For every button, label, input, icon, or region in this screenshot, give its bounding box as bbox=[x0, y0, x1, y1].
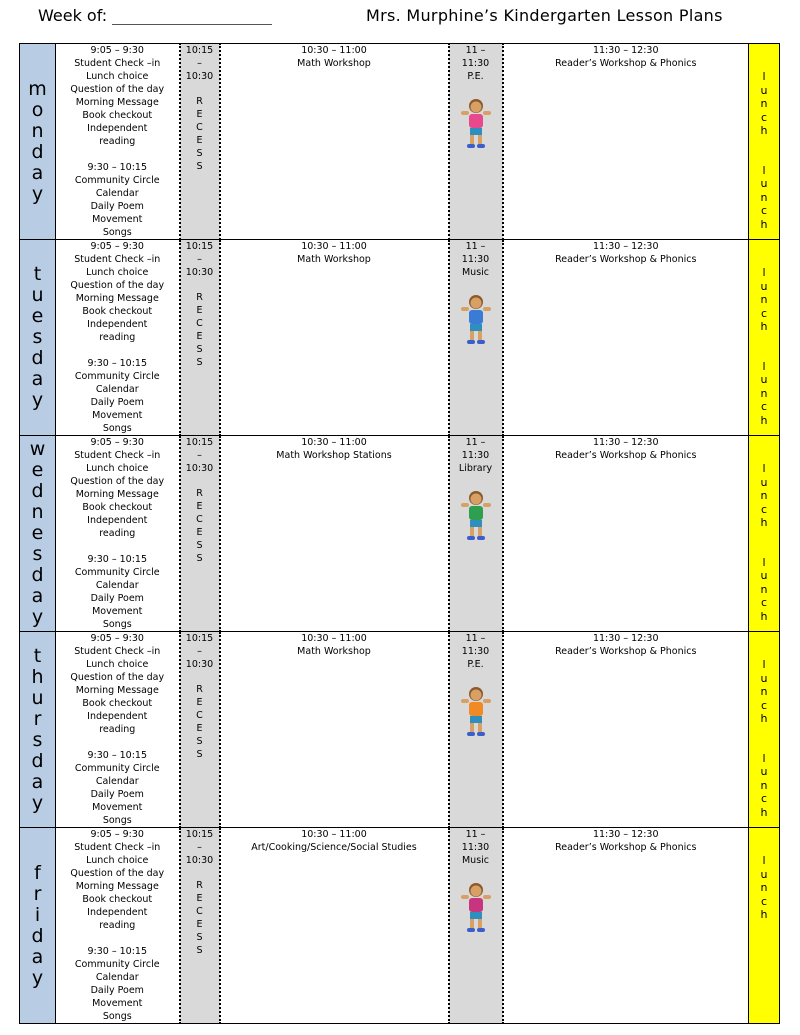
day-letter: d bbox=[31, 924, 44, 947]
recess-time: 10:30 bbox=[185, 267, 214, 278]
lunch-letter: n bbox=[760, 489, 768, 502]
lunch-cell bbox=[749, 632, 780, 828]
lunch-letter: u bbox=[760, 279, 768, 293]
day-letter: d bbox=[31, 140, 44, 163]
day-letter: u bbox=[31, 284, 44, 306]
reader-title: Reader’s Workshop & Phonics bbox=[555, 58, 697, 69]
math-time: 10:30 – 11:00 bbox=[301, 45, 367, 56]
day-letter: a bbox=[31, 770, 44, 793]
recess-letter: E bbox=[196, 919, 203, 930]
recess-letter: S bbox=[196, 945, 203, 956]
morning-activity: Independent bbox=[87, 711, 148, 722]
recess-cell bbox=[180, 240, 220, 436]
recess-letter: R bbox=[196, 488, 203, 499]
special-time: 11:30 bbox=[461, 646, 490, 657]
recess-letter: S bbox=[196, 161, 203, 172]
circle-activity: Songs bbox=[102, 815, 132, 826]
special-cell bbox=[449, 240, 503, 436]
morning-activity: Lunch choice bbox=[86, 855, 149, 866]
day-letter: h bbox=[31, 665, 44, 688]
lunch-letter: c bbox=[760, 204, 768, 217]
reader-cell bbox=[503, 44, 749, 240]
morning-time: 9:05 – 9:30 bbox=[90, 829, 144, 840]
recess-cell bbox=[180, 436, 220, 632]
recess-time: 10:30 bbox=[185, 463, 214, 474]
recess-letter: S bbox=[196, 357, 203, 368]
circle-activity: Community Circle bbox=[74, 371, 160, 382]
day-row-thursday bbox=[20, 632, 780, 828]
lunch-word bbox=[761, 752, 768, 820]
circle-activity: Calendar bbox=[95, 776, 139, 787]
circle-activity: Movement bbox=[92, 214, 143, 225]
lunch-letter: l bbox=[762, 751, 766, 765]
day-row-friday bbox=[20, 828, 780, 1024]
recess-time: 10:30 bbox=[185, 659, 214, 670]
morning-activity: Book checkout bbox=[82, 110, 153, 121]
lunch-letter: n bbox=[760, 386, 768, 400]
morning-cell bbox=[56, 828, 180, 1024]
math-time: 10:30 – 11:00 bbox=[301, 829, 367, 840]
morning-activity: Question of the day bbox=[70, 672, 165, 683]
math-title: Math Workshop bbox=[297, 646, 371, 657]
morning-activity: Question of the day bbox=[70, 476, 165, 487]
lunch-letter: l bbox=[762, 359, 766, 373]
lunch-letter: l bbox=[762, 462, 766, 475]
day-letter: m bbox=[28, 77, 47, 100]
morning-activity: reading bbox=[99, 528, 136, 539]
morning-activity: Question of the day bbox=[70, 280, 165, 291]
lunch-word bbox=[761, 360, 768, 428]
day-letter: a bbox=[31, 945, 44, 968]
morning-activity: Independent bbox=[87, 515, 148, 526]
morning-activity: Lunch choice bbox=[86, 463, 149, 474]
day-letter: s bbox=[32, 326, 43, 348]
math-cell bbox=[220, 436, 449, 632]
circle-activity: Songs bbox=[102, 1011, 132, 1022]
day-cell bbox=[20, 632, 56, 828]
recess-time: – bbox=[197, 58, 202, 69]
lunch-letter: l bbox=[762, 854, 766, 867]
special-time: 11:30 bbox=[461, 842, 490, 853]
circle-time: 9:30 – 10:15 bbox=[87, 162, 147, 173]
recess-time: – bbox=[197, 254, 202, 265]
morning-activity: Book checkout bbox=[82, 698, 153, 709]
lunch-word bbox=[761, 658, 768, 726]
page-header bbox=[0, 6, 800, 36]
recess-cell bbox=[180, 44, 220, 240]
day-letter: y bbox=[31, 966, 44, 989]
day-cell bbox=[20, 240, 56, 436]
special-time: 11 – bbox=[465, 829, 486, 840]
lunch-letter: l bbox=[762, 658, 766, 671]
day-letter: w bbox=[29, 438, 46, 460]
morning-activity: Independent bbox=[87, 123, 148, 134]
math-cell bbox=[220, 240, 449, 436]
lunch-letter: u bbox=[760, 83, 768, 97]
reader-time: 11:30 – 12:30 bbox=[592, 633, 659, 644]
recess-letter: R bbox=[196, 880, 203, 891]
morning-activity: Independent bbox=[87, 319, 148, 330]
day-letter: n bbox=[31, 119, 44, 142]
special-cell bbox=[449, 436, 503, 632]
recess-letter: S bbox=[196, 344, 203, 355]
recess-letter: E bbox=[196, 109, 203, 120]
special-time: 11 – bbox=[465, 437, 486, 448]
lunch-letter: l bbox=[762, 70, 766, 83]
morning-activity: Morning Message bbox=[75, 489, 159, 500]
reader-time: 11:30 – 12:30 bbox=[592, 437, 659, 448]
morning-activity: Question of the day bbox=[70, 84, 165, 95]
morning-cell bbox=[56, 240, 180, 436]
circle-activity: Calendar bbox=[95, 580, 139, 591]
reader-time: 11:30 – 12:30 bbox=[592, 45, 659, 56]
recess-letter: S bbox=[196, 540, 203, 551]
recess-letter: S bbox=[196, 932, 203, 943]
recess-letter: E bbox=[196, 723, 203, 734]
day-letter: a bbox=[31, 368, 44, 390]
math-title: Math Workshop bbox=[297, 254, 371, 265]
math-title: Math Workshop bbox=[297, 58, 371, 69]
morning-activity: reading bbox=[99, 920, 136, 931]
morning-activity: reading bbox=[99, 136, 136, 147]
morning-activity: Student Check –in bbox=[74, 450, 161, 461]
circle-activity: Daily Poem bbox=[90, 201, 144, 212]
circle-activity: Movement bbox=[92, 998, 143, 1009]
reader-title: Reader’s Workshop & Phonics bbox=[555, 646, 697, 657]
morning-time: 9:05 – 9:30 bbox=[90, 437, 144, 448]
morning-activity: Student Check –in bbox=[74, 254, 161, 265]
circle-activity: Community Circle bbox=[74, 567, 160, 578]
lunch-letter: u bbox=[760, 475, 768, 489]
flexing-kid-icon bbox=[456, 97, 496, 151]
recess-letter: C bbox=[196, 514, 203, 525]
day-letter: d bbox=[31, 347, 44, 369]
lunch-letter: n bbox=[760, 685, 768, 698]
morning-time: 9:05 – 9:30 bbox=[90, 633, 144, 644]
day-letter: e bbox=[31, 522, 44, 544]
lunch-letter: h bbox=[760, 805, 768, 819]
circle-activity: Daily Poem bbox=[90, 985, 144, 996]
recess-letter: E bbox=[196, 305, 203, 316]
lunch-letter: c bbox=[760, 400, 768, 413]
day-letter: y bbox=[31, 791, 44, 814]
morning-activity: Morning Message bbox=[75, 881, 159, 892]
morning-activity: Book checkout bbox=[82, 306, 153, 317]
dancing-kid-icon bbox=[456, 881, 496, 935]
tumbling-kid-icon bbox=[456, 685, 496, 739]
morning-activity: Morning Message bbox=[75, 97, 159, 108]
lunch-letter: c bbox=[760, 306, 768, 320]
recess-letter: E bbox=[196, 331, 203, 342]
morning-time: 9:05 – 9:30 bbox=[90, 241, 144, 252]
circle-time: 9:30 – 10:15 bbox=[87, 750, 147, 761]
recess-letter: E bbox=[196, 501, 203, 512]
day-letter: r bbox=[33, 707, 42, 730]
lunch-letter: l bbox=[762, 266, 766, 279]
special-time: 11 – bbox=[465, 633, 486, 644]
circle-activity: Daily Poem bbox=[90, 789, 144, 800]
morning-activity: Book checkout bbox=[82, 894, 153, 905]
day-letter: i bbox=[34, 903, 41, 926]
lunch-letter: c bbox=[760, 110, 768, 124]
reader-cell bbox=[503, 828, 749, 1024]
lunch-cell bbox=[749, 828, 780, 1024]
recess-time: 10:30 bbox=[185, 71, 214, 82]
morning-activity: Student Check –in bbox=[74, 842, 161, 853]
morning-activity: Lunch choice bbox=[86, 71, 149, 82]
recess-letter: S bbox=[196, 736, 203, 747]
lunch-cell bbox=[749, 240, 780, 436]
day-letter: y bbox=[31, 606, 44, 628]
lunch-word bbox=[761, 462, 768, 530]
reader-time: 11:30 – 12:30 bbox=[592, 829, 659, 840]
morning-activity: Book checkout bbox=[82, 502, 153, 513]
morning-activity: Student Check –in bbox=[74, 646, 161, 657]
lunch-letter: n bbox=[760, 190, 768, 204]
special-time: 11:30 bbox=[461, 450, 490, 461]
recess-time: 10:15 bbox=[185, 45, 214, 56]
special-time: 11:30 bbox=[461, 254, 490, 265]
day-letter: t bbox=[33, 263, 42, 285]
lunch-letter: h bbox=[760, 516, 768, 529]
week-of-blank[interactable] bbox=[112, 24, 272, 25]
day-letter: s bbox=[32, 543, 43, 565]
recess-time: 10:15 bbox=[185, 829, 214, 840]
circle-activity: Songs bbox=[102, 619, 132, 630]
math-cell bbox=[220, 632, 449, 828]
circle-time: 9:30 – 10:15 bbox=[87, 946, 147, 957]
lunch-letter: h bbox=[760, 320, 768, 333]
reader-cell bbox=[503, 240, 749, 436]
recess-letter: E bbox=[196, 893, 203, 904]
lunch-letter: n bbox=[760, 582, 768, 596]
lunch-letter: u bbox=[760, 569, 768, 582]
reader-title: Reader’s Workshop & Phonics bbox=[555, 842, 697, 853]
special-title: P.E. bbox=[467, 659, 484, 670]
morning-activity: Morning Message bbox=[75, 293, 159, 304]
morning-cell bbox=[56, 436, 180, 632]
day-row-wednesday bbox=[20, 436, 780, 632]
special-title: Library bbox=[458, 463, 493, 474]
lunch-word bbox=[761, 70, 768, 138]
page-title: Mrs. Murphine’s Kindergarten Lesson Plans bbox=[366, 6, 723, 25]
day-letter: r bbox=[33, 882, 42, 905]
circle-activity: Community Circle bbox=[74, 175, 160, 186]
day-letter: y bbox=[31, 182, 44, 205]
morning-time: 9:05 – 9:30 bbox=[90, 45, 144, 56]
day-letter: f bbox=[34, 861, 41, 884]
recess-letter: E bbox=[196, 697, 203, 708]
math-time: 10:30 – 11:00 bbox=[301, 633, 367, 644]
recess-letter: C bbox=[196, 318, 203, 329]
special-title: P.E. bbox=[467, 71, 484, 82]
lunch-letter: h bbox=[760, 413, 768, 427]
lunch-letter: u bbox=[760, 177, 768, 190]
week-of-label: Week of: bbox=[38, 6, 108, 25]
recess-time: 10:15 bbox=[185, 241, 214, 252]
day-letter: e bbox=[31, 459, 44, 481]
special-cell bbox=[449, 632, 503, 828]
lunch-letter: n bbox=[760, 97, 768, 110]
lunch-letter: u bbox=[760, 867, 768, 881]
lunch-letter: h bbox=[760, 609, 768, 623]
special-title: Music bbox=[461, 267, 490, 278]
recess-time: 10:15 bbox=[185, 437, 214, 448]
recess-letter: S bbox=[196, 749, 203, 760]
recess-letter: E bbox=[196, 135, 203, 146]
day-row-tuesday bbox=[20, 240, 780, 436]
day-letter: d bbox=[31, 564, 44, 586]
circle-activity: Calendar bbox=[95, 384, 139, 395]
recess-time: – bbox=[197, 646, 202, 657]
reader-cell bbox=[503, 436, 749, 632]
lunch-letter: c bbox=[760, 596, 768, 609]
math-cell bbox=[220, 828, 449, 1024]
recess-letter: C bbox=[196, 710, 203, 721]
math-time: 10:30 – 11:00 bbox=[301, 241, 367, 252]
day-letter: o bbox=[31, 98, 44, 121]
day-letter: t bbox=[33, 644, 42, 667]
lunch-cell bbox=[749, 44, 780, 240]
morning-activity: Morning Message bbox=[75, 685, 159, 696]
morning-activity: Question of the day bbox=[70, 868, 165, 879]
reader-cell bbox=[503, 632, 749, 828]
morning-activity: reading bbox=[99, 724, 136, 735]
reader-title: Reader’s Workshop & Phonics bbox=[555, 450, 697, 461]
recess-time: – bbox=[197, 450, 202, 461]
morning-activity: reading bbox=[99, 332, 136, 343]
morning-activity: Lunch choice bbox=[86, 659, 149, 670]
day-letter: e bbox=[31, 305, 44, 327]
special-title: Music bbox=[461, 855, 490, 866]
lunch-word bbox=[761, 556, 768, 624]
lunch-letter: c bbox=[760, 502, 768, 516]
reader-time: 11:30 – 12:30 bbox=[592, 241, 659, 252]
circle-activity: Daily Poem bbox=[90, 397, 144, 408]
recess-time: 10:15 bbox=[185, 633, 214, 644]
lunch-letter: c bbox=[760, 792, 768, 805]
day-letter: n bbox=[31, 501, 44, 523]
recess-letter: R bbox=[196, 292, 203, 303]
day-letter: u bbox=[31, 686, 44, 709]
lunch-word bbox=[761, 266, 768, 334]
recess-letter: C bbox=[196, 122, 203, 133]
day-row-monday bbox=[20, 44, 780, 240]
lunch-letter: h bbox=[760, 217, 768, 231]
lunch-word bbox=[761, 854, 768, 922]
math-title: Art/Cooking/Science/Social Studies bbox=[251, 842, 417, 853]
circle-activity: Songs bbox=[102, 227, 132, 238]
lunch-letter: u bbox=[760, 765, 768, 778]
math-cell bbox=[220, 44, 449, 240]
lesson-plan-table bbox=[19, 43, 780, 1024]
morning-activity: Student Check –in bbox=[74, 58, 161, 69]
day-letter: s bbox=[32, 728, 43, 751]
lunch-cell bbox=[749, 436, 780, 632]
day-letter: d bbox=[31, 480, 44, 502]
day-cell bbox=[20, 44, 56, 240]
math-title: Math Workshop Stations bbox=[276, 450, 392, 461]
special-cell bbox=[449, 828, 503, 1024]
drummer-kid-icon bbox=[456, 293, 496, 347]
lunch-word bbox=[761, 164, 768, 232]
special-time: 11 – bbox=[465, 241, 486, 252]
day-letter: y bbox=[31, 389, 44, 411]
circle-activity: Movement bbox=[92, 606, 143, 617]
circle-activity: Calendar bbox=[95, 972, 139, 983]
recess-cell bbox=[180, 632, 220, 828]
recess-letter: S bbox=[196, 148, 203, 159]
recess-letter: C bbox=[196, 906, 203, 917]
lunch-letter: u bbox=[760, 671, 768, 685]
morning-activity: Lunch choice bbox=[86, 267, 149, 278]
lunch-letter: n bbox=[760, 293, 768, 306]
day-letter: a bbox=[31, 161, 44, 184]
circle-activity: Community Circle bbox=[74, 959, 160, 970]
circle-activity: Daily Poem bbox=[90, 593, 144, 604]
circle-activity: Community Circle bbox=[74, 763, 160, 774]
morning-activity: Independent bbox=[87, 907, 148, 918]
recess-letter: S bbox=[196, 553, 203, 564]
recess-cell bbox=[180, 828, 220, 1024]
circle-activity: Calendar bbox=[95, 188, 139, 199]
recess-time: 10:30 bbox=[185, 855, 214, 866]
morning-cell bbox=[56, 44, 180, 240]
day-cell bbox=[20, 828, 56, 1024]
lunch-letter: l bbox=[762, 163, 766, 177]
circle-time: 9:30 – 10:15 bbox=[87, 554, 147, 565]
special-time: 11:30 bbox=[461, 58, 490, 69]
circle-activity: Movement bbox=[92, 802, 143, 813]
lunch-letter: c bbox=[760, 698, 768, 712]
recess-time: – bbox=[197, 842, 202, 853]
math-time: 10:30 – 11:00 bbox=[301, 437, 367, 448]
recess-letter: R bbox=[196, 96, 203, 107]
day-letter: d bbox=[31, 749, 44, 772]
lunch-letter: u bbox=[760, 373, 768, 386]
lunch-letter: c bbox=[760, 894, 768, 908]
circle-time: 9:30 – 10:15 bbox=[87, 358, 147, 369]
morning-cell bbox=[56, 632, 180, 828]
circle-activity: Movement bbox=[92, 410, 143, 421]
day-cell bbox=[20, 436, 56, 632]
lunch-letter: h bbox=[760, 712, 768, 725]
lunch-letter: h bbox=[760, 124, 768, 137]
circle-activity: Songs bbox=[102, 423, 132, 434]
reader-title: Reader’s Workshop & Phonics bbox=[555, 254, 697, 265]
special-cell bbox=[449, 44, 503, 240]
lunch-letter: n bbox=[760, 778, 768, 792]
special-time: 11 – bbox=[465, 45, 486, 56]
lunch-letter: n bbox=[760, 881, 768, 894]
day-letter: a bbox=[31, 585, 44, 607]
lunch-letter: h bbox=[760, 908, 768, 921]
recess-letter: E bbox=[196, 527, 203, 538]
lunch-letter: l bbox=[762, 555, 766, 569]
recess-letter: R bbox=[196, 684, 203, 695]
reading-kid-icon bbox=[456, 489, 496, 543]
